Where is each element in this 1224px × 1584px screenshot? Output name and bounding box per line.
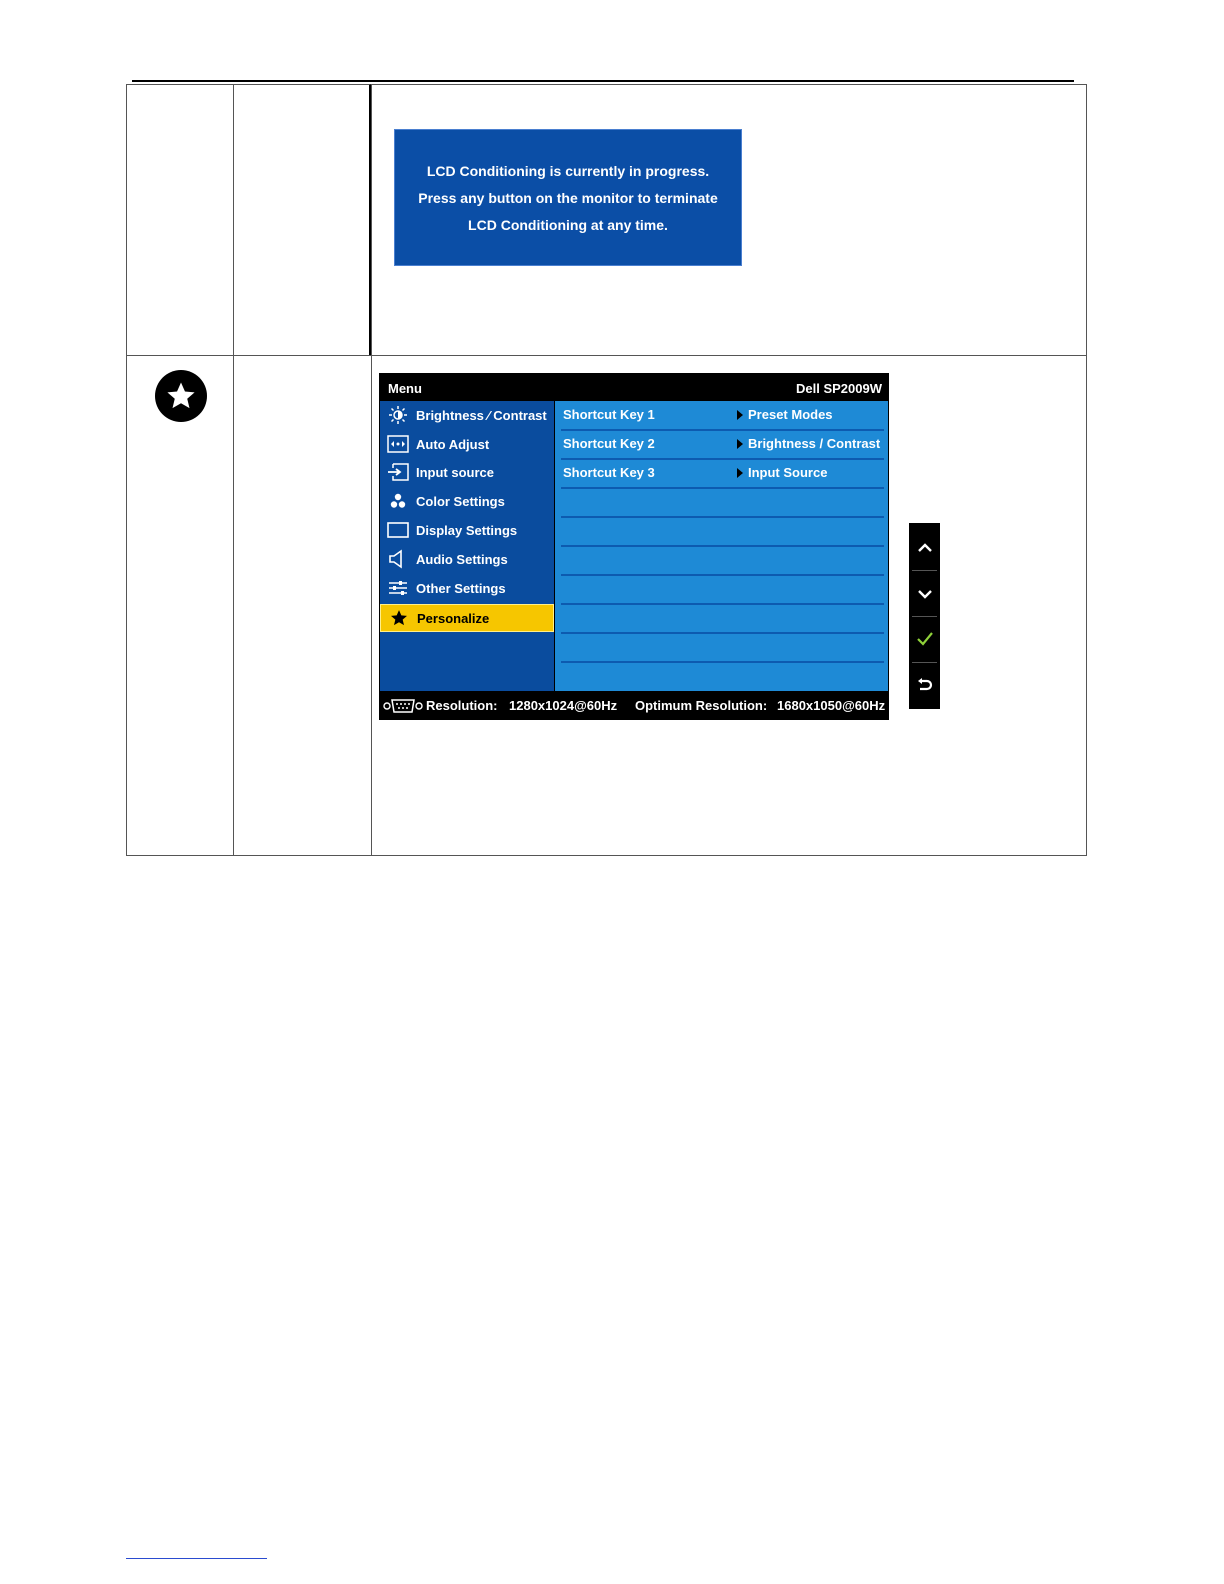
osd-header [379,373,889,401]
input-source-icon [386,462,410,482]
empty-row [561,488,884,518]
empty-row [561,575,884,605]
shortcut-row-2[interactable] [561,430,884,460]
separator [912,570,937,571]
empty-row [561,604,884,634]
optimum-resolution-value: 1680x1050@60Hz [777,698,886,713]
shortcut-value-label: Input Source [748,465,828,480]
monitor-button-strip [909,523,940,709]
display-settings-icon [386,520,410,540]
up-icon [918,540,932,558]
shortcut-row-1[interactable] [561,401,884,431]
menu-item-label: Auto Adjust [416,436,490,452]
resolution-label: Resolution: [426,698,498,713]
check-icon [917,632,933,651]
separator [912,616,937,617]
select-button[interactable] [909,619,940,663]
down-button[interactable] [909,573,940,617]
row2-icon-cell [126,355,234,856]
auto-adjust-icon [386,434,410,454]
shortcut-key-label: Shortcut Key 3 [563,465,655,480]
shortcut-value [737,436,880,451]
shortcut-row-3[interactable] [561,459,884,489]
back-button[interactable] [909,665,940,709]
optimum-resolution-label: Optimum Resolution: [635,698,768,713]
audio-settings-icon [386,549,410,569]
menu-item-label: Display Settings [416,522,518,538]
shortcut-value [737,407,833,422]
osd-title: Menu [388,381,422,396]
row1-icon-cell [126,84,234,356]
osd-menu [379,373,889,720]
osd-footer [379,691,889,720]
color-settings-icon [386,491,410,511]
row2-name-cell [233,355,372,856]
down-icon [918,586,932,604]
empty-row [561,633,884,663]
page-link-underline[interactable] [126,1558,267,1559]
arrow-right-icon [737,468,743,478]
shortcut-value-label: Preset Modes [748,407,833,422]
menu-item-label: Brightness ⁄ Contrast [416,407,547,423]
shortcut-key-label: Shortcut Key 2 [563,436,655,451]
back-icon [917,678,933,697]
top-rule [132,80,1074,82]
arrow-right-icon [737,439,743,449]
menu-item-display-settings[interactable] [380,516,554,544]
lcd-message-line3: LCD Conditioning at any time. [468,216,668,233]
menu-item-label: Input source [416,464,495,480]
menu-item-label: Personalize [417,610,490,626]
lcd-conditioning-message [394,129,742,266]
separator [912,662,937,663]
star-icon [387,608,411,628]
menu-item-input-source[interactable] [380,458,554,486]
row1-name-cell [233,84,372,356]
menu-item-color-settings[interactable] [380,487,554,515]
brightness-icon [386,405,410,425]
arrow-right-icon [737,410,743,420]
up-button[interactable] [909,527,940,571]
osd-submenu [555,401,888,691]
menu-item-other-settings[interactable] [380,574,554,602]
resolution-value: 1280x1024@60Hz [509,698,618,713]
shortcut-value [737,465,827,480]
personalize-star-icon [155,370,207,422]
lcd-message-line1: LCD Conditioning is currently in progress. [426,162,710,179]
vga-connector-icon [383,698,423,717]
menu-item-personalize[interactable] [380,604,554,632]
menu-item-label: Color Settings [416,493,505,509]
menu-item-label: Other Settings [416,580,506,596]
shortcut-value-label: Brightness / Contrast [748,436,881,451]
menu-item-brightness-contrast[interactable] [380,401,554,429]
shortcut-key-label: Shortcut Key 1 [563,407,655,422]
menu-item-auto-adjust[interactable] [380,430,554,458]
osd-model: Dell SP2009W [796,381,882,396]
other-settings-icon [386,578,410,598]
empty-row [561,546,884,576]
lcd-message-line2: Press any button on the monitor to terminate [418,189,718,206]
menu-item-audio-settings[interactable] [380,545,554,573]
empty-row [561,517,884,547]
osd-main-menu [380,401,554,691]
menu-item-label: Audio Settings [416,551,508,567]
